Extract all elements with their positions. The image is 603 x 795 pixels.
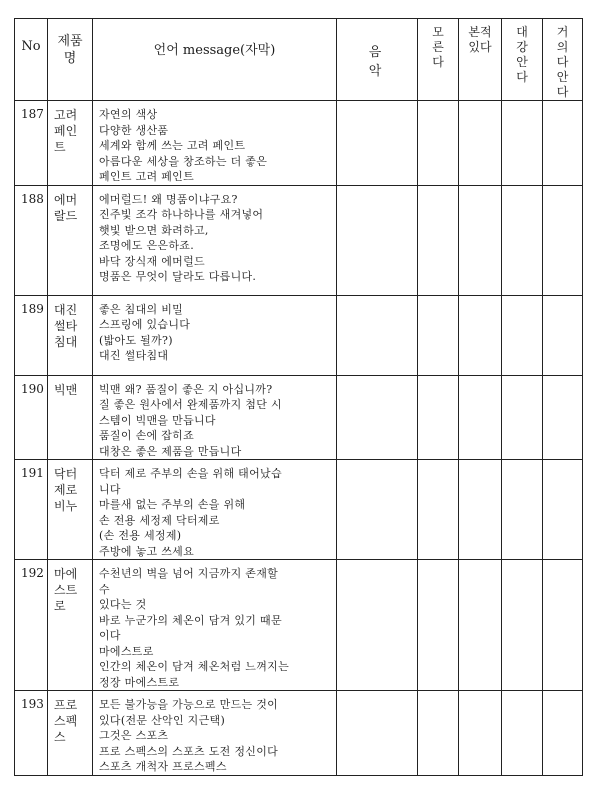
row-number: 188 xyxy=(15,185,48,295)
message-line: 햇빛 받으면 화려하고, xyxy=(99,223,209,237)
ad-message xyxy=(93,560,337,691)
vague-cell[interactable] xyxy=(502,460,543,560)
header-music: 음악 xyxy=(337,19,418,101)
seen-cell[interactable] xyxy=(459,560,502,691)
ad-message xyxy=(93,691,337,776)
product-name-line: 스펙 xyxy=(54,714,78,728)
message-line: 프로 스펙스의 스포츠 도전 정신이다 xyxy=(99,744,279,758)
table-row xyxy=(15,691,583,776)
product-name-line: 마에 xyxy=(54,567,78,581)
product-name-line: 스 xyxy=(54,730,66,744)
vague-cell[interactable] xyxy=(502,185,543,295)
music-cell[interactable] xyxy=(337,375,418,460)
mostly-cell[interactable] xyxy=(543,691,583,776)
product-name xyxy=(48,691,93,776)
music-cell[interactable] xyxy=(337,295,418,375)
message-line: 닥터 제로 주부의 손을 위해 태어났습 xyxy=(99,467,282,480)
message-line: 니다 xyxy=(99,482,121,496)
vague-cell[interactable] xyxy=(502,375,543,460)
unknown-cell[interactable] xyxy=(418,460,459,560)
message-line: 인간의 체온이 담겨 체온처럼 느껴지는 xyxy=(99,660,290,673)
message-line: 아름다운 세상을 창조하는 더 좋은 xyxy=(99,154,268,168)
message-line: 주방에 놓고 쓰세요 xyxy=(99,544,195,558)
product-name-line: 닥터 xyxy=(54,467,78,481)
message-line: 세계와 함께 쓰는 고려 페인트 xyxy=(99,139,246,152)
vague-cell[interactable] xyxy=(502,560,543,691)
ad-message xyxy=(93,375,337,460)
header-product: 제품 명 xyxy=(48,19,93,101)
product-name-line: 에머 xyxy=(54,192,78,207)
message-line: 대진 썰타침대 xyxy=(99,349,169,362)
product-name-line: 랄드 xyxy=(54,208,78,223)
unknown-cell[interactable] xyxy=(418,691,459,776)
seen-cell[interactable] xyxy=(459,185,502,295)
message-line: 좋은 침대의 비밀 xyxy=(99,302,184,316)
ad-message xyxy=(93,185,337,295)
music-cell[interactable] xyxy=(337,560,418,691)
table-row xyxy=(15,185,583,295)
message-line: 명품은 무엇이 달라도 다릅니다. xyxy=(99,270,257,283)
mostly-cell[interactable] xyxy=(543,375,583,460)
unknown-cell[interactable] xyxy=(418,375,459,460)
message-line: 수천년의 벽을 넘어 지금까지 존재할 xyxy=(99,567,279,580)
message-line: 그것은 스포츠 xyxy=(99,729,169,742)
product-name xyxy=(48,185,93,295)
table-row xyxy=(15,295,583,375)
product-name-line: 스트 xyxy=(54,583,78,597)
header-mostly: 거 의 다 안 다 xyxy=(543,19,583,101)
unknown-cell[interactable] xyxy=(418,560,459,691)
message-line: 진주빛 조각 하나하나를 새겨넣어 xyxy=(99,208,264,221)
table-row xyxy=(15,375,583,460)
row-number: 190 xyxy=(15,375,48,460)
header-seen: 본적 있다 xyxy=(459,19,502,101)
row-number: 191 xyxy=(15,460,48,560)
message-line: 스템이 빅맨을 만듭니다 xyxy=(99,413,216,427)
product-name-line: 로 xyxy=(54,599,66,613)
product-name-line: 대진 xyxy=(54,302,78,317)
mostly-cell[interactable] xyxy=(543,101,583,186)
header-no: No xyxy=(15,19,48,101)
table-row xyxy=(15,560,583,691)
seen-cell[interactable] xyxy=(459,460,502,560)
vague-cell[interactable] xyxy=(502,101,543,186)
message-line: 바로 누군가의 체온이 담겨 있기 때문 xyxy=(99,613,282,627)
music-cell[interactable] xyxy=(337,691,418,776)
message-line: 바닥 장식재 에머럴드 xyxy=(99,254,205,268)
message-line: 손 전용 세정제 닥터제로 xyxy=(99,513,220,527)
music-cell[interactable] xyxy=(337,101,418,186)
ad-message xyxy=(93,460,337,560)
music-cell[interactable] xyxy=(337,460,418,560)
message-line: 마에스트로 xyxy=(99,644,154,658)
product-name-line: 비누 xyxy=(54,499,78,513)
vague-cell[interactable] xyxy=(502,691,543,776)
message-line: 자연의 색상 xyxy=(99,108,158,121)
message-line: 마를새 없는 주부의 손을 위해 xyxy=(99,498,246,511)
message-line: 스포츠 개척자 프로스펙스 xyxy=(99,760,227,773)
product-name xyxy=(48,460,93,560)
unknown-cell[interactable] xyxy=(418,101,459,186)
product-name-line: 썰타 xyxy=(54,318,78,333)
message-line: 있다는 것 xyxy=(99,598,147,611)
table-row xyxy=(15,460,583,560)
seen-cell[interactable] xyxy=(459,375,502,460)
message-line: (손 전용 세정제) xyxy=(99,529,182,542)
vague-cell[interactable] xyxy=(502,295,543,375)
message-line: 조명에도 은은하죠. xyxy=(99,239,195,252)
music-cell[interactable] xyxy=(337,185,418,295)
mostly-cell[interactable] xyxy=(543,460,583,560)
product-name-line: 페인 xyxy=(54,124,78,138)
row-number: 187 xyxy=(15,101,48,186)
header-row xyxy=(15,19,583,101)
mostly-cell[interactable] xyxy=(543,295,583,375)
message-line: 빅맨 왜? 품질이 좋은 지 아십니까? xyxy=(99,382,273,396)
message-line: 스프링에 있습니다 xyxy=(99,318,191,331)
unknown-cell[interactable] xyxy=(418,185,459,295)
message-line: 대창은 좋은 제품을 만듭니다 xyxy=(99,444,242,458)
row-number: 192 xyxy=(15,560,48,691)
survey-table xyxy=(14,18,583,776)
message-line: 품질이 손에 잡히죠 xyxy=(99,429,195,442)
product-name-line: 트 xyxy=(54,140,66,154)
product-name-line: 빅맨 xyxy=(54,382,78,397)
header-vague: 대 강 안 다 xyxy=(502,19,543,101)
message-line: 질 좋은 원사에서 완제품까지 첨단 시 xyxy=(99,398,282,411)
mostly-cell[interactable] xyxy=(543,560,583,691)
header-unknown: 모 른 다 xyxy=(418,19,459,101)
product-name-line: 프로 xyxy=(54,698,78,712)
header-message: 언어 message(자막) xyxy=(93,19,337,101)
row-number: 189 xyxy=(15,295,48,375)
mostly-cell[interactable] xyxy=(543,185,583,295)
table-row xyxy=(15,101,583,186)
message-line: 있다(전문 산악인 지근택) xyxy=(99,713,226,727)
message-line: (밟아도 될까?) xyxy=(99,333,173,347)
message-line: 수 xyxy=(99,582,110,596)
seen-cell[interactable] xyxy=(459,691,502,776)
message-line: 다양한 생산품 xyxy=(99,123,169,137)
ad-message xyxy=(93,295,337,375)
product-name-line: 제로 xyxy=(54,483,78,497)
message-line: 이다 xyxy=(99,629,121,642)
seen-cell[interactable] xyxy=(459,101,502,186)
product-name xyxy=(48,295,93,375)
row-number: 193 xyxy=(15,691,48,776)
product-name-line: 고려 xyxy=(54,108,78,122)
message-line: 에머럴드! 왜 명품이냐구요? xyxy=(99,192,238,206)
unknown-cell[interactable] xyxy=(418,295,459,375)
product-name xyxy=(48,560,93,691)
message-line: 모든 불가능을 가능으로 만드는 것이 xyxy=(99,698,279,711)
product-name xyxy=(48,375,93,460)
product-name xyxy=(48,101,93,186)
message-line: 페인트 고려 페인트 xyxy=(99,170,195,183)
message-line: 정장 마에스트로 xyxy=(99,675,180,689)
seen-cell[interactable] xyxy=(459,295,502,375)
product-name-line: 침대 xyxy=(54,334,78,349)
ad-message xyxy=(93,101,337,186)
